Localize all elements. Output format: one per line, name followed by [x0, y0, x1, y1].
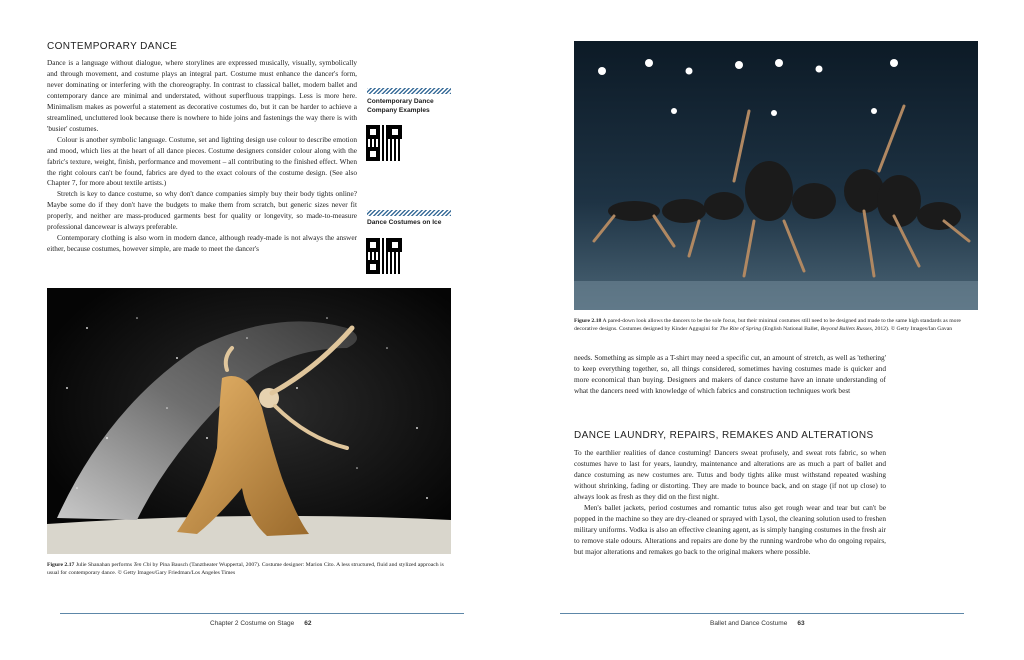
figure-2-17-photo	[47, 288, 451, 554]
caption-text: Julie Shanahan performs	[75, 562, 134, 568]
figure-label: Figure 2.17	[47, 562, 75, 568]
paragraph: needs. Something as simple as a T-shirt may need a specific cut, an amount of stretch, as well as 'tethering' to keep everything together, so, all things considered, sometimes having costumes made is quicker and more economical than buying. Designers and makers of dance costume have an innate understanding of what the dancers need with knowledge of which fabrics and construction techniques work best	[574, 353, 886, 395]
work-title: Ten Chi	[133, 562, 152, 568]
right-section-heading: DANCE LAUNDRY, REPAIRS, REMAKES AND ALTERATIONS	[574, 430, 874, 441]
work-title: The Rite of Spring	[719, 326, 762, 333]
footer-chapter: Chapter 2 Costume on Stage	[210, 620, 295, 627]
paragraph: Men's ballet jackets, period costumes and romantic tutus also get rough wear and tear but can't be popped in the machine so they are dry-cleaned or sprayed with Lysol, the cleaning solution used to freshen military uniforms. Vodka is also an effective cleaning agent, as is simply hanging costumes in the fresh air to remove stale odours. Alterations and repairs are done by the running wardrobe who do ongoing repairs, but major alterations and remakes go back to the original makers where possible.	[574, 502, 886, 556]
page-number: 62	[304, 620, 312, 627]
sidebar-link-costumes-on-ice[interactable]: Dance Costumes on Ice	[367, 219, 442, 226]
left-footer	[210, 620, 311, 627]
figure-2-18-caption	[574, 317, 978, 334]
right-body-text	[574, 448, 886, 558]
footer-rule	[560, 613, 964, 614]
caption-text: by Pina Bausch (Tanztheater Wuppertal, 2007). Costume designer: Marion Cito. A less structured, fluid and stylized approach is usual for contemporary dance. © Getty Images/Gary Friedman/Los Angeles Times	[47, 562, 444, 577]
figure-2-17-caption	[47, 561, 451, 578]
caption-text: , 2012). © Getty Images/Ian Gavan	[871, 326, 953, 333]
ballet-group-photo-illustration	[574, 41, 978, 310]
page-number: 63	[797, 620, 805, 627]
footer-rule	[60, 613, 464, 614]
right-body-intro	[574, 353, 886, 397]
paragraph: Stretch is key to dance costume, so why don't dance companies simply buy their body tights online? Maybe some do if they don't have the budgets to make them from scratch, but generic sizes never fit properly, and neither are mass-produced garments best for quality or longevity, so made-to-measure professional dancewear is always preferable.	[47, 189, 357, 232]
paragraph: Colour is another symbolic language. Costume, set and lighting design use colour to describe emotion and mood, which lies at the heart of all dance pieces. Costume designers consider colour along with the fabric's texture, weight, finish, performance and movement – all contributing to the finished effect. When the right colours can't be found, fabrics are dyed to the exact colours of the costume design. (See also Chapter 7, for more about textile artists.)	[47, 134, 357, 188]
caption-text: (English National Ballet,	[761, 326, 821, 333]
right-footer	[710, 620, 805, 627]
work-title: Beyond Ballets Russes	[820, 326, 872, 333]
figure-label: Figure 2.18	[574, 318, 602, 324]
footer-chapter: Ballet and Dance Costume	[710, 620, 788, 627]
figure-2-18-photo	[574, 41, 978, 310]
paragraph: Contemporary clothing is also worn in modern dance, although ready-made is not always the answer either, because costumes, however simple, are made to meet the dancer's	[47, 233, 357, 254]
dancer-photo-illustration	[47, 288, 451, 554]
qr-code-icon[interactable]	[366, 125, 402, 161]
sidebar-link-company-examples[interactable]: Contemporary Dance Company Examples	[367, 98, 434, 114]
sidebar-divider	[367, 210, 451, 216]
left-body-text	[47, 58, 357, 255]
left-section-heading: CONTEMPORARY DANCE	[47, 41, 178, 52]
paragraph: Dance is a language without dialogue, where storylines are expressed musically, visually, symbolically and through movement, and costume plays an integral part. Costume must enhance the dancer's form, never dominating or interfering with the choreography. In contrast to classical ballet, modern ballet and contemporary dance are minimal and understated, without superfluous trappings. Less is more here. Minimalism makes as powerful a statement as decorative costumes do, but it can be harder to achieve a streamlined, uncluttered look because there is nowhere to hide joins and fastenings the way there is with 'busier' costumes.	[47, 58, 357, 133]
paragraph: To the earthlier realities of dance costuming! Dancers sweat profusely, and sweat rots fabric, so when costumes have to last for years, laundry, maintenance and alterations are as much a part of ballet and dance costuming as new costumes are. Tutus and body tights alike must withstand repeated washing without shrinking, fading or distorting. They are made to bounce back, and on stage (if not up close) to always look as fresh as they did on the first night.	[574, 448, 886, 501]
sidebar-divider	[367, 88, 451, 94]
caption-text: A pared-down look allows the dancers to be the sole focus, but their minimal costumes still need to be designed and made to the same high standards as more decorative designs. Costumes designed by Kinder Aggugini for	[574, 318, 961, 333]
qr-code-icon[interactable]	[366, 238, 402, 274]
